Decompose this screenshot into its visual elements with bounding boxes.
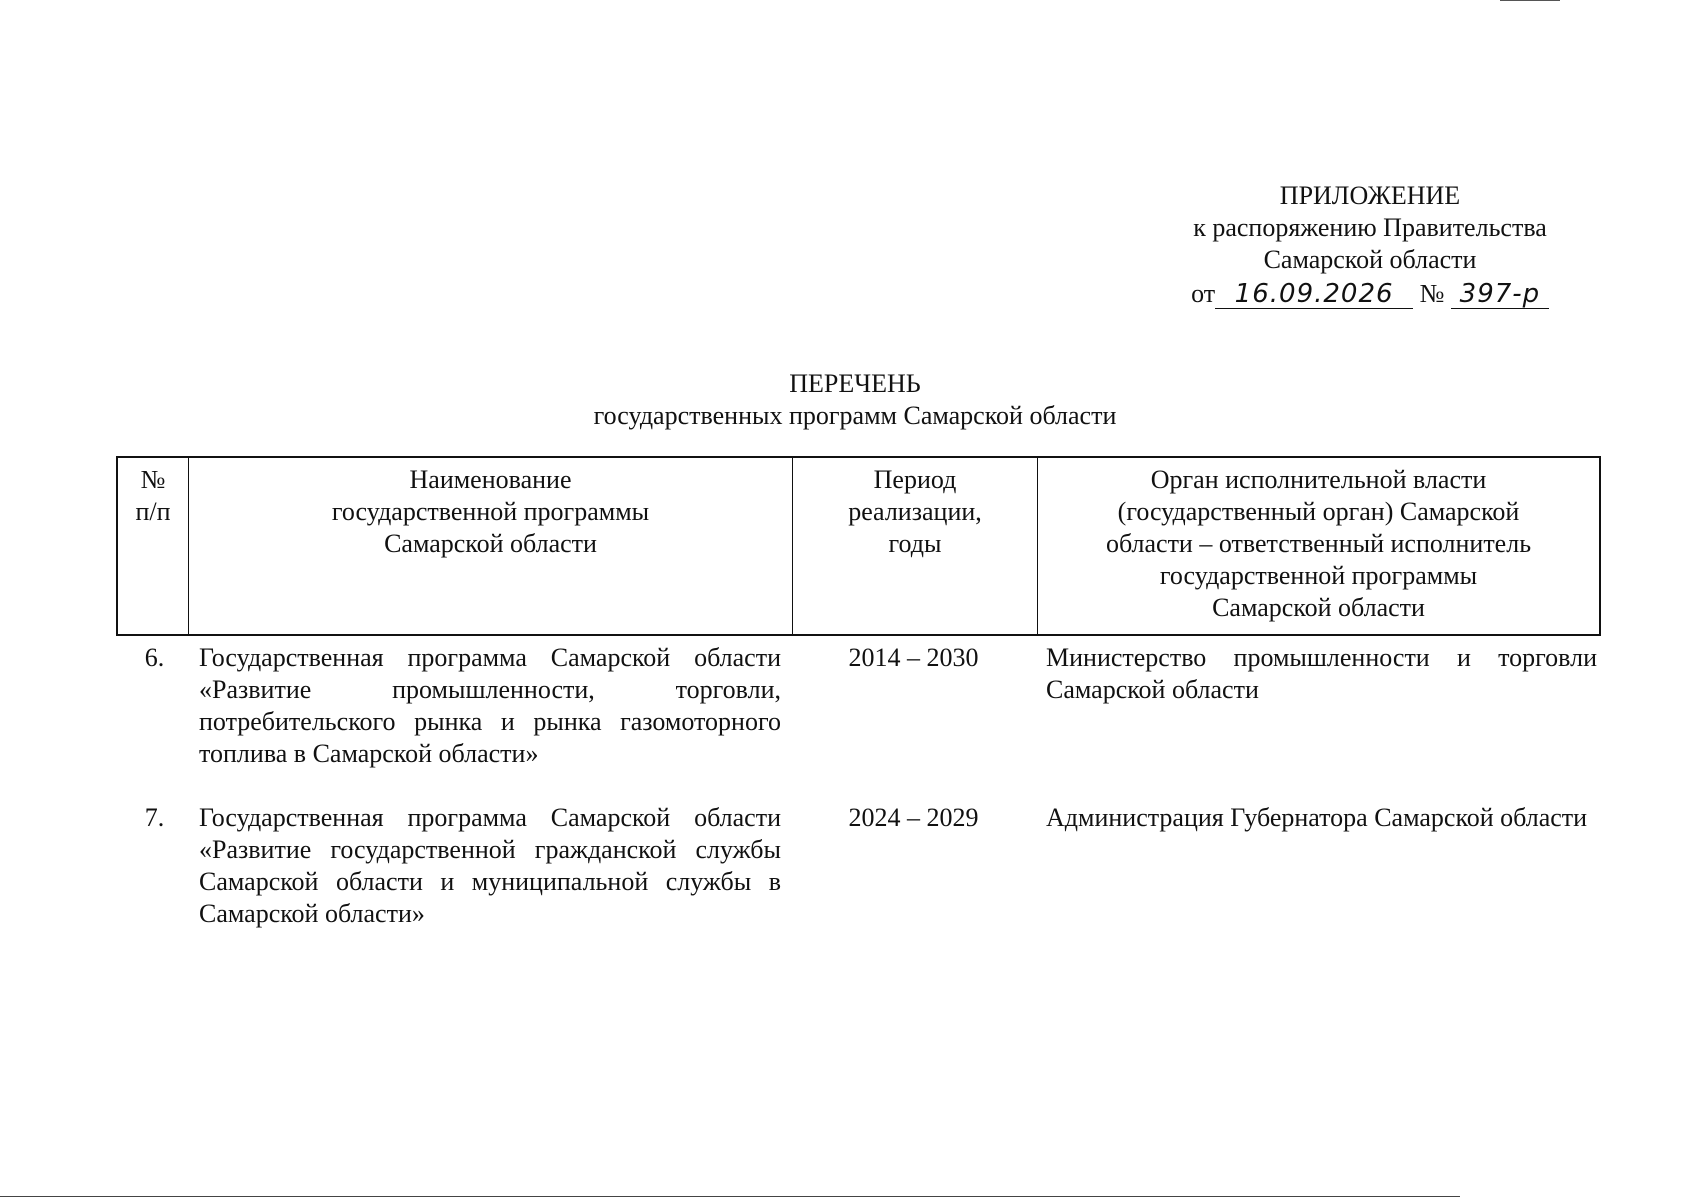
header-org-line: (государственный орган) Самарской [1117,497,1520,526]
scan-edge-mark [1500,0,1560,1]
header-name-line: Самарской области [384,529,597,558]
from-label: от [1191,279,1216,308]
table-header [116,456,1601,636]
row-number: 6. [144,643,165,672]
program-name: Государственная программа Самарской области «Развитие промышленности, торговли, потребительского рынка и рынка газомоторного топлива в Самарской области» [199,643,781,768]
appendix-heading: ПРИЛОЖЕНИЕ [1279,181,1461,210]
header-org-line: области – ответственный исполнитель [1105,529,1532,558]
program-period: 2024 – 2029 [848,803,979,832]
header-org [1038,458,1599,634]
header-org-line: Орган исполнительной власти [1150,465,1487,494]
appendix-line-2: Самарской области [1263,245,1477,274]
header-org-line: Самарской области [1212,593,1425,622]
header-org-line: государственной программы [1159,561,1478,590]
document-title [400,368,1310,432]
table-row [116,802,1597,930]
program-name: Государственная программа Самарской области «Развитие государственной гражданской службы Самарской области и муниципальной службы в Самарской области» [199,803,781,928]
header-num [118,458,189,634]
appendix-line-1: к распоряжению Правительства [1193,213,1547,242]
handwritten-date: 16.09.2026 [1215,280,1413,309]
title-line-1: ПЕРЕЧЕНЬ [789,369,921,398]
header-num-line: № [140,465,166,494]
program-period: 2014 – 2030 [848,643,979,672]
bottom-rule [0,1196,1460,1197]
header-period-line: годы [888,529,942,558]
header-period [793,458,1038,634]
title-line-2: государственных программ Самарской области [593,401,1117,430]
header-period-line: Период [873,465,957,494]
appendix-reference [1160,278,1580,310]
row-number: 7. [144,803,165,832]
table-row [116,642,1597,770]
header-name-line: государственной программы [331,497,650,526]
header-period-line: реализации, [848,497,982,526]
header-name [189,458,793,634]
header-name-line: Наименование [409,465,572,494]
handwritten-number: 397-р [1451,280,1549,309]
appendix-block [1160,180,1580,310]
number-label: № [1419,279,1445,308]
responsible-organ: Министерство промышленности и торговли Самарской области [1046,643,1597,704]
header-num-line: п/п [135,497,171,526]
responsible-organ: Администрация Губернатора Самарской области [1046,803,1588,832]
